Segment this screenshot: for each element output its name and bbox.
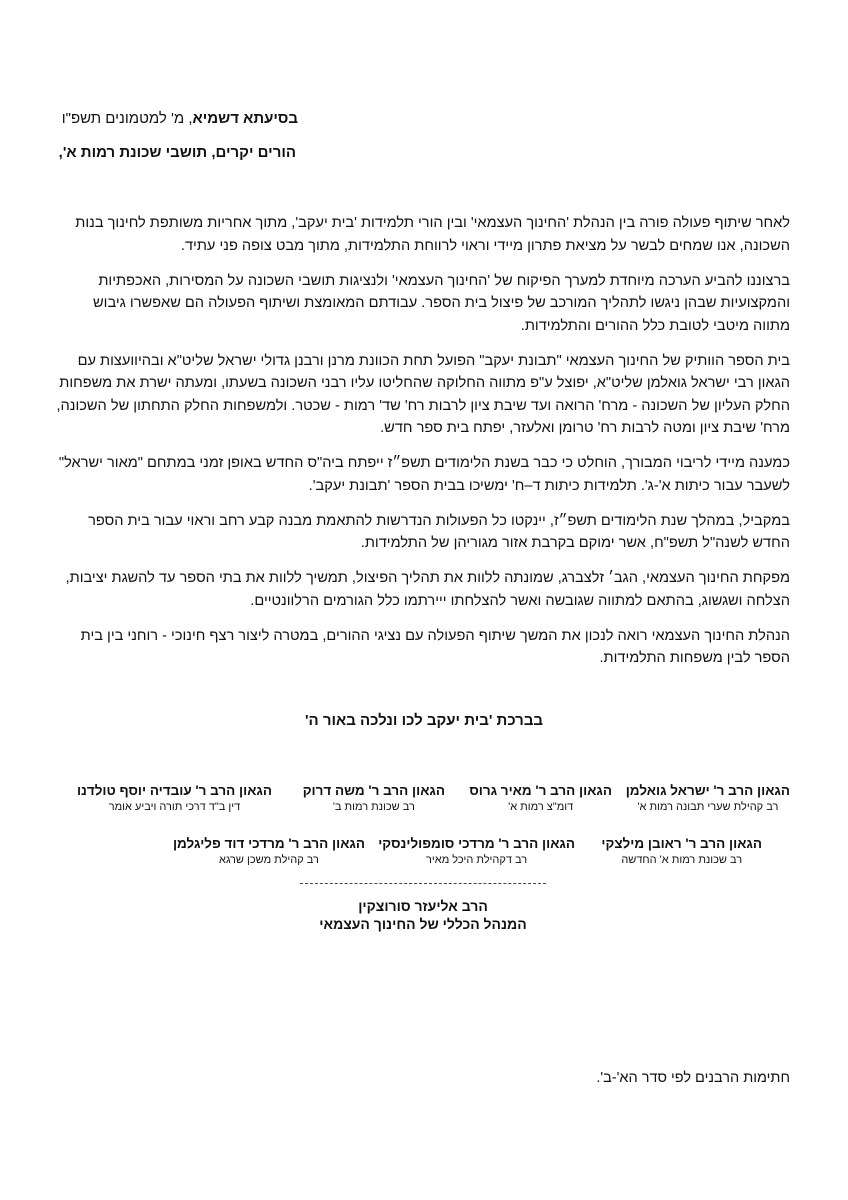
- besiata-dishmaya: בסיעתא דשמיא: [192, 110, 298, 127]
- signatory-title: דין ב"ד דרכי תורה ויביע אומר: [108, 801, 241, 813]
- director-title: המנהל הכללי של החינוך העצמאי: [319, 916, 527, 932]
- signature-separator: [300, 883, 546, 884]
- paragraph: הנהלת החינוך העצמאי רואה לנכון את המשך שיתוף הפעולה עם נציגי ההורים, במטרה ליצור רצף חינוכי - רוחני בין בית הספר לבין משפחות התלמידות.: [80, 627, 790, 666]
- paragraph: כמענה מיידי לריבוי המבורך, הוחלט כי כבר בשנת הלימודים תשפ״ז ייפתח ביה"ס החדש באופן זמני במתחם "מאור ישראל" לשעבר עבור כיתות א'-ג'. תלמידות כיתות ד–ח' ימשיכו בבית הספר 'תבונת יעקב'.: [58, 455, 790, 494]
- director-name: הרב אליעזר סורוצקין: [358, 898, 488, 914]
- signatory-title: רב שכונת רמות א' החדשה: [621, 854, 743, 866]
- signatory-title: רב שכונת רמות ב': [332, 801, 415, 813]
- signatory: [626, 782, 790, 815]
- paragraph: במקביל, במהלך שנת הלימודים תשפ״ז, יינקטו כל הפעולות הנדרשות להתאמת מבנה קבע רחב וראוי עבור בית הספר החדש לשנה"ל תשפ"ח, אשר ימוקם בקרבת אזור מגוריהן של התלמידות.: [88, 512, 790, 551]
- greeting: הורים יקרים, תושבי שכונת רמות א',: [58, 144, 296, 161]
- signatory: [601, 835, 762, 868]
- signatory: [469, 782, 612, 815]
- signatory-name: הגאון הרב ר' ישראל גואלמן: [625, 783, 790, 798]
- signatory-title: רב קהילת משכן שרגא: [219, 854, 319, 866]
- paragraph: מפקחת החינוך העצמאי, הגב׳ זלצברג, שמונתה ללוות את תהליך הפיצול, תמשיך ללוות את בתי הספר עד להשגת יציבות, הצלחה ושגשוג, בהתאם למתווה שגובשה ואשר להצלחתו ייירתמו כלל הגורמים הרלוונטיים.: [65, 570, 790, 609]
- signatory: [173, 835, 365, 868]
- paragraph: בית הספר הוותיק של החינוך העצמאי "תבונת יעקב" הפועל תחת הכוונת מרנן ורבנן גדולי ישראל שליט"א ובהיוועצות עם הגאון רבי ישראל גואלמן שליט"א, יפוצל ע"פ מתווה החלוקה שהחליטו עליו רבני השכונה בשעתו, ומעתה ישרת את משפחות החלק העליון של השכונה - מרח' הרואה ועד שיבת ציון לרבות רח' שד' רמות - שכטר. ולמשפחות החלק התחתון של השכונה, מרח' שיבת ציון ומטה לרבות רח' טרומן ואלעזר, יפתח בית ספר חדש.: [56, 352, 790, 436]
- signatory-name: הגאון הרב ר' עובדיה יוסף טולדנו: [76, 783, 272, 798]
- paragraph: לאחר שיתוף פעולה פורה בין הנהלת 'החינוך העצמאי' ובין הורי תלמידות 'בית יעקב', מתוך אחריות משותפת לחינוך בנות השכונה, אנו שמחים לבשר על מציאת פתרון מיידי וראוי לרווחת התלמידות, מתוך מבט צופה פני עתיד.: [75, 215, 790, 254]
- blessing: בברכת 'בית יעקב לכו ונלכה באור ה': [304, 712, 544, 729]
- header-line: [48, 110, 298, 127]
- letter-date: , מ' למטמונים תשפ"ו: [61, 110, 193, 127]
- signatory: [378, 835, 575, 868]
- letter-body: [55, 212, 790, 682]
- signatory-name: הגאון הרב ר' מאיר גרוס: [469, 783, 612, 798]
- signatory-title: רב קהילת שערי תבונה רמות א': [637, 801, 779, 813]
- signatory: [303, 782, 445, 815]
- signatory-name: הגאון הרב ר' מרדכי דוד פליגלמן: [172, 836, 365, 851]
- director-signature: [300, 897, 546, 933]
- signatory-title: רב דקהילת היכל מאיר: [426, 854, 528, 866]
- signatures-footnote: חתימות הרבנים לפי סדר הא'-ב'.: [596, 1070, 790, 1086]
- signatory-name: הגאון הרב ר' ראובן מילצקי: [601, 836, 762, 851]
- signatory-name: הגאון הרב ר' משה דרוק: [302, 783, 445, 798]
- signatory-name: הגאון הרב ר' מרדכי סומפולינסקי: [378, 836, 575, 851]
- signatory: [77, 782, 272, 815]
- paragraph: ברצוננו להביע הערכה מיוחדת למערך הפיקוח של 'החינוך העצמאי' ולנציגות תושבי השכונה על המסירות, האכפתיות והמקצועיות שבהן ניגשו לתהליך המורכב של פיצול בית הספר. עבודתם המאומצת ושיתוף הפעולה הם שאפשרו גיבוש מתווה מיטבי לטובת כלל ההורים והתלמידות.: [93, 272, 790, 334]
- signatory-title: דומ"צ רמות א': [508, 801, 574, 813]
